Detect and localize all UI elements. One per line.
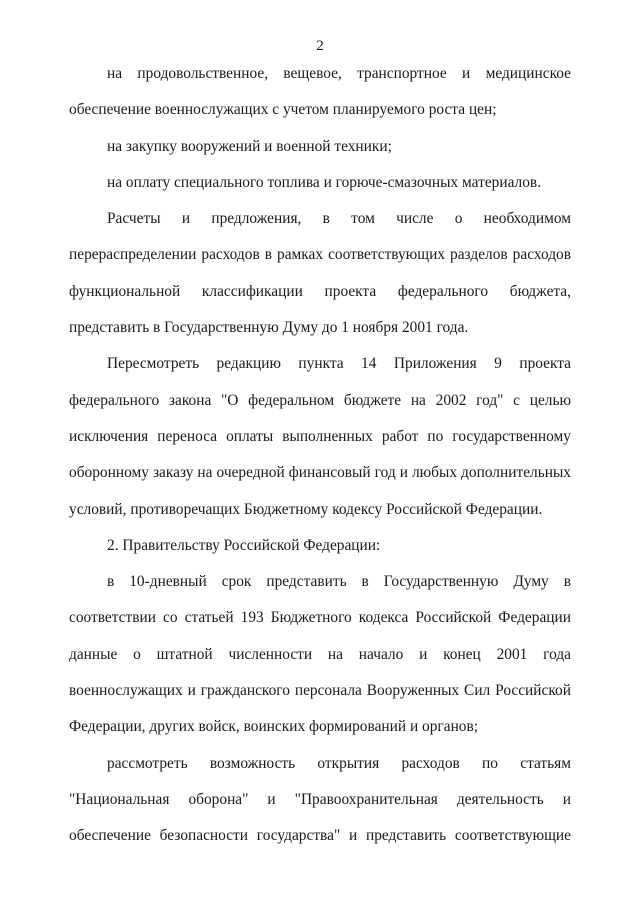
- text-line: данные о штатной численности на начало и конец 2001 года: [69, 645, 571, 663]
- document-body: [69, 56, 571, 855]
- text-line: Федерации, других войск, воинских формирований и органов;: [69, 718, 479, 736]
- text-line: условий, противоречащих Бюджетному кодексу Российской Федерации.: [69, 500, 543, 518]
- text-line: Пересмотреть редакцию пункта 14 Приложения 9 проекта: [107, 355, 571, 373]
- text-line: представить в Государственную Думу до 1 ноября 2001 года.: [69, 319, 469, 337]
- text-line: на оплату специального топлива и горюче-смазочных материалов.: [107, 173, 542, 191]
- paragraph-food-supply: [69, 56, 571, 129]
- text-line: обеспечение безопасности государства" и представить соответствующие: [69, 827, 571, 845]
- paragraph-consider: [69, 746, 571, 855]
- paragraph-fuel: [69, 165, 571, 201]
- text-line: обеспечение военнослужащих с учетом планируемого роста цен;: [69, 101, 497, 119]
- text-line: федерального закона "О федеральном бюджете на 2002 год" с целью: [69, 391, 571, 409]
- text-line: перераспределении расходов в рамках соответствующих разделов расходов: [69, 246, 571, 264]
- text-line: соответствии со статьей 193 Бюджетного кодекса Российской Федерации: [69, 609, 571, 627]
- text-line: военнослужащих и гражданского персонала Вооруженных Сил Российской: [69, 682, 571, 700]
- text-line: на закупку вооружений и военной техники;: [107, 137, 392, 155]
- text-line: в 10-дневный срок представить в Государственную Думу в: [107, 573, 571, 591]
- text-line: Расчеты и предложения, в том числе о необходимом: [107, 210, 571, 228]
- text-line: "Национальная оборона" и "Правоохранительная деятельность и: [69, 790, 571, 808]
- paragraph-ten-day: [69, 564, 571, 745]
- paragraph-revise: [69, 346, 571, 527]
- text-line: оборонному заказу на очередной финансовый год и любых дополнительных: [69, 464, 571, 482]
- text-line: функциональной классификации проекта федерального бюджета,: [69, 282, 571, 300]
- text-line: исключения переноса оплаты выполненных работ по государственному: [69, 427, 571, 445]
- paragraph-calculations: [69, 201, 571, 346]
- paragraph-government: [69, 528, 571, 564]
- text-line: рассмотреть возможность открытия расходов по статьям: [107, 754, 571, 772]
- text-line: на продовольственное, вещевое, транспортное и медицинское: [107, 65, 571, 82]
- page-number: 2: [316, 38, 324, 54]
- text-line: 2. Правительству Российской Федерации:: [107, 536, 381, 554]
- paragraph-weapons: [69, 129, 571, 165]
